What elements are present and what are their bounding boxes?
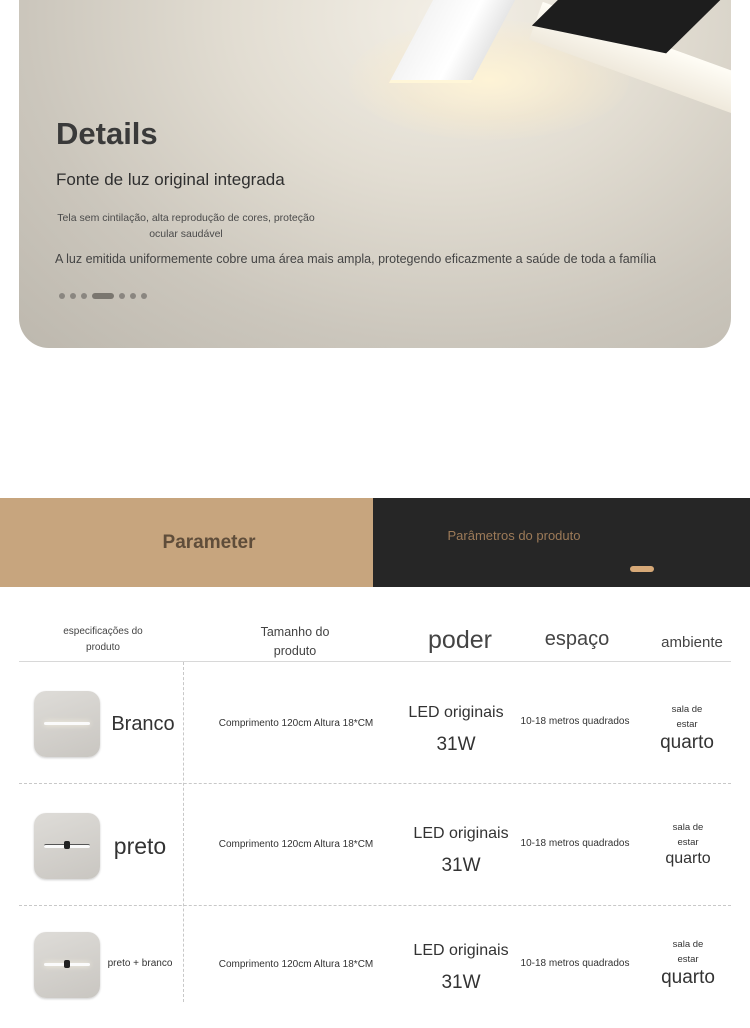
carousel-dot[interactable] [119,293,125,299]
env-big: quarto [665,850,711,867]
header-power: poder [428,626,492,654]
color-name: Branco [111,713,175,735]
size-value: Comprimento 120cm Altura 18*CM [218,959,374,970]
parameter-title: Parameter [162,532,256,553]
env-small: sala de estar [671,704,703,730]
space-value: 10-18 metros quadrados [520,716,630,727]
hero-description-long: A luz emitida uniformemente cobre uma área mais ampla, protegendo eficazmente a saúde de toda a família [55,252,657,266]
carousel-dot[interactable] [81,293,87,299]
parameter-subtitle: Parâmetros do produto [447,528,581,543]
power-cell [401,704,511,756]
env-big: quarto [661,967,715,988]
carousel-dot-active[interactable] [92,293,114,299]
env-big: quarto [660,732,714,753]
led-label: LED originais [413,825,509,842]
led-label: LED originais [408,704,504,721]
watt-value: 31W [436,734,476,755]
header-spec: especificações do produto [63,626,143,653]
space-value: 10-18 metros quadrados [520,958,630,969]
carousel-dot[interactable] [130,293,136,299]
color-name: preto [113,833,167,859]
power-cell [406,942,516,994]
environment-cell [648,937,728,989]
env-small: sala de estar [672,822,704,848]
parameter-banner-left [0,498,373,587]
white-lamp-icon [34,691,100,757]
carousel-dot[interactable] [70,293,76,299]
carousel-dots [59,293,147,299]
hero-subtitle: Fonte de luz original integrada [56,170,285,189]
carousel-dot[interactable] [141,293,147,299]
carousel-dot[interactable] [59,293,65,299]
color-name: preto + branco [107,958,173,969]
header-size: Tamanho do produto [260,625,330,658]
table-row [0,784,750,906]
black-lamp-icon [34,813,100,879]
hero-title: Details [56,116,158,151]
header-environment: ambiente [661,634,723,651]
hero-description-short: Tela sem cintilação, alta reprodução de cores, proteção ocular saudável [57,212,315,240]
space-value: 10-18 metros quadrados [520,838,630,849]
table-row [0,906,750,1028]
watt-value: 31W [441,855,481,876]
size-value: Comprimento 120cm Altura 18*CM [218,839,374,850]
header-space: espaço [544,628,610,650]
watt-value: 31W [441,972,481,993]
environment-cell [648,820,728,868]
size-value: Comprimento 120cm Altura 18*CM [218,718,374,729]
hero-card [19,0,731,348]
env-small: sala de estar [672,939,704,965]
table-row [0,662,750,784]
environment-cell [647,702,727,754]
led-label: LED originais [413,942,509,959]
black-white-lamp-icon [34,932,100,998]
accent-pill [630,566,654,572]
power-cell [406,825,516,877]
parameter-banner-right [373,498,750,587]
